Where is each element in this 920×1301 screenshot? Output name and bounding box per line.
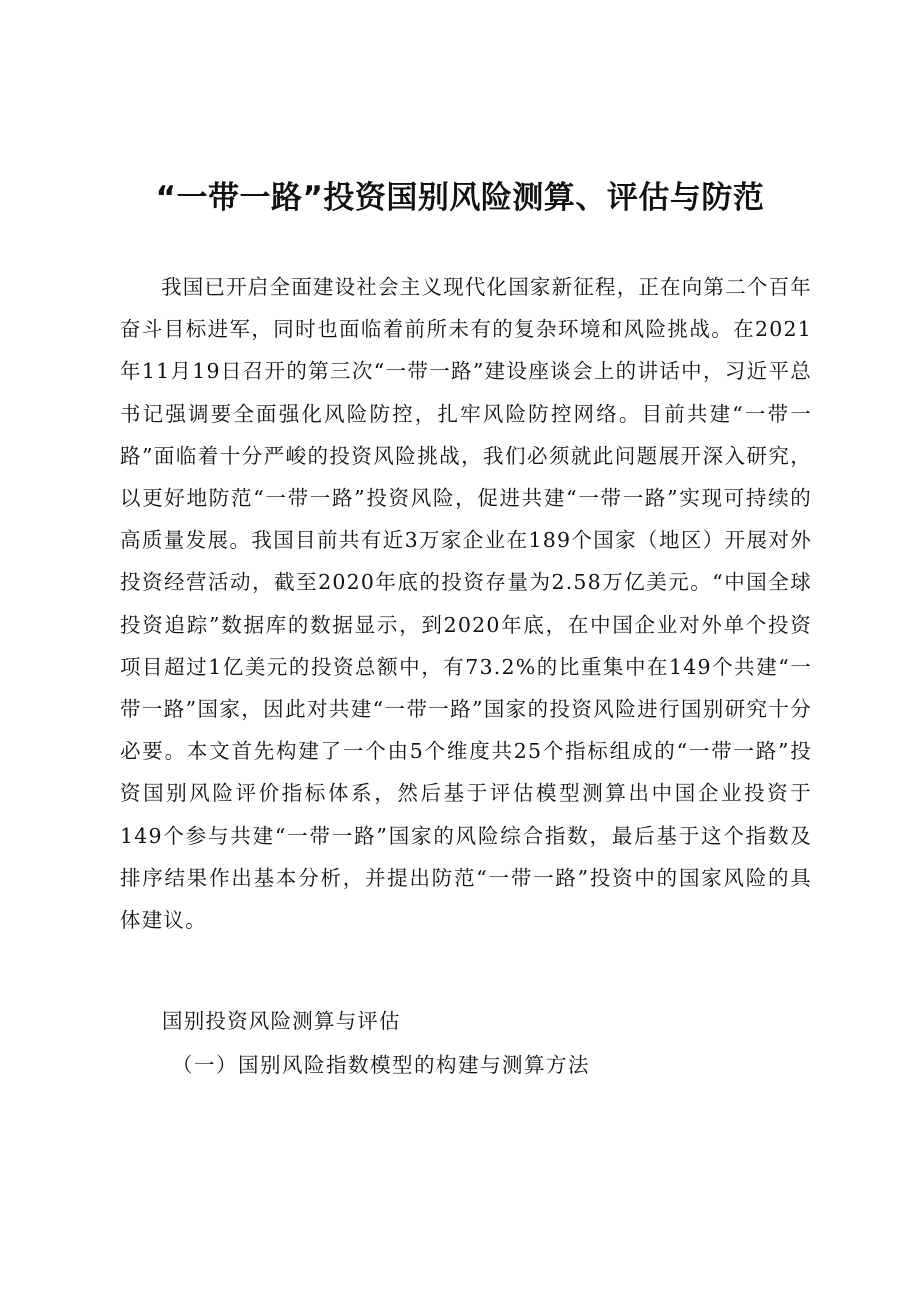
document-title: “一带一路”投资国别风险测算、评估与防范 xyxy=(155,180,765,216)
section-heading: 国别投资风险测算与评估 xyxy=(162,1009,401,1033)
intro-paragraph: 我国已开启全面建设社会主义现代化国家新征程，正在向第二个百年奋斗目标进军，同时也面临着前所未有的复杂环境和风险挑战。在2021年11月19日召开的第三次“一带一路”建设座谈会上的讲话中，习近平总书记强调要全面强化风险防控，扎牢风险防控网络。目前共建“一带一路”面临着十分严峻的投资风险挑战，我们必须就此问题展开深入研究，以更好地防范“一带一路”投资风险，促进共建“一带一路”实现可持续的高质量发展。我国目前共有近3万家企业在189个国家（地区）开展对外投资经营活动，截至2020年底的投资存量为2.58万亿美元。“中国全球投资追踪”数据库的数据显示，到2020年底，在中国企业对外单个投资项目超过1亿美元的投资总额中，有73.2%的比重集中在149个共建“一带一路”国家，因此对共建“一带一路”国家的投资风险进行国别研究十分必要。本文首先构建了一个由5个维度共25个指标组成的“一带一路”投资国别风险评价指标体系，然后基于评估模型测算出中国企业投资于149个参与共建“一带一路”国家的风险综合指数，最后基于这个指数及排序结果作出基本分析，并提出防范“一带一路”投资中的国家风险的具体建议。 xyxy=(120,275,812,933)
subsection-heading: （一）国别风险指数模型的构建与测算方法 xyxy=(172,1053,590,1077)
